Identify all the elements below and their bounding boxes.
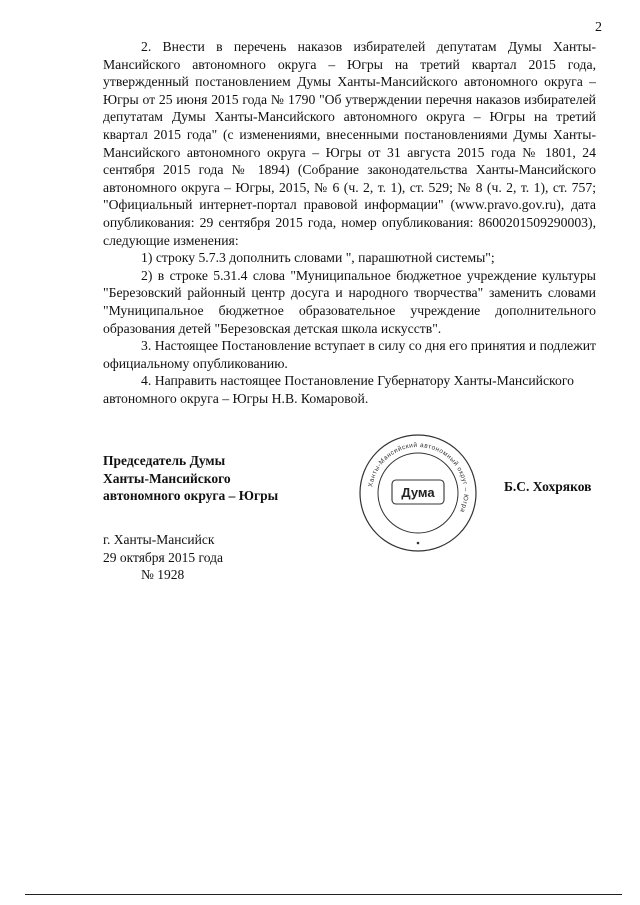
page-number: 2 [595,20,602,35]
signatory-title-line: Ханты-Мансийского [103,470,231,486]
official-seal [340,430,496,556]
paragraph-subitem-2: 2) в строке 5.31.4 слова "Муниципальное бюджетное учреждение культуры "Березовский районный центр досуга и народного творчества" заменить словами "Муниципальное бюджетное образовательное учреждение дополнительного образования детей "Березовская детская школа искусств". [103,267,596,336]
signatory-title [103,452,278,505]
signatory-name: Б.С. Хохряков [504,479,592,494]
seal-ring-text: Ханты-Мансийский автономный округ – Югра [367,441,470,514]
date: 29 октября 2015 года [103,549,223,565]
paragraph-subitem-1: 1) строку 5.7.3 дополнить словами ", парашютной системы"; [141,250,495,266]
paragraph-item-2: 2. Внести в перечень наказов избирателей депутатам Думы Ханты-Мансийского автономного округа – Югры на третий квартал 2015 года, утвержденный постановлением Думы Ханты-Мансийского автономного округа – Югры от 25 июня 2015 года № 1790 "Об утверждении перечня наказов избирателей депутатам Думы Ханты-Мансийского автономного округа – Югры на третий квартал 2015 года" (с изменениями, внесенными постановлениями Думы Ханты-Мансийского автономного округа – Югры от 31 августа 2015 года № 1801, 24 сентября 2015 года № 1894) (Собрание законодательства Ханты-Мансийского автономного округа – Югры, 2015, № 6 (ч. 2, т. 1), ст. 529; № 8 (ч. 2, т. 1), ст. 757; "Официальный интернет-портал правовой информации" (www.pravo.gov.ru), дата опубликования: 29 сентября 2015 года, номер опубликования: 8600201509290003), следующие изменения: [103,39,596,248]
svg-text:Ханты-Мансийский автономный ок [367,441,469,514]
seal-center-text: Дума [401,485,435,500]
place: г. Ханты-Мансийск [103,532,215,547]
signatory-title-line: автономного округа – Югры [103,488,279,503]
place-date-block [103,531,223,584]
paragraph-item-4: 4. Направить настоящее Постановление Губернатору Ханты-Мансийского автономного округа – Югры Н.В. Комаровой. [103,373,574,406]
footer-divider [25,894,622,895]
document-body [103,38,596,407]
paragraph-item-3: 3. Настоящее Постановление вступает в силу со дня его принятия и подлежит официальному опубликованию. [103,338,597,371]
document-number: № 1928 [141,567,185,582]
signatory-title-line: Председатель Думы [103,453,226,468]
